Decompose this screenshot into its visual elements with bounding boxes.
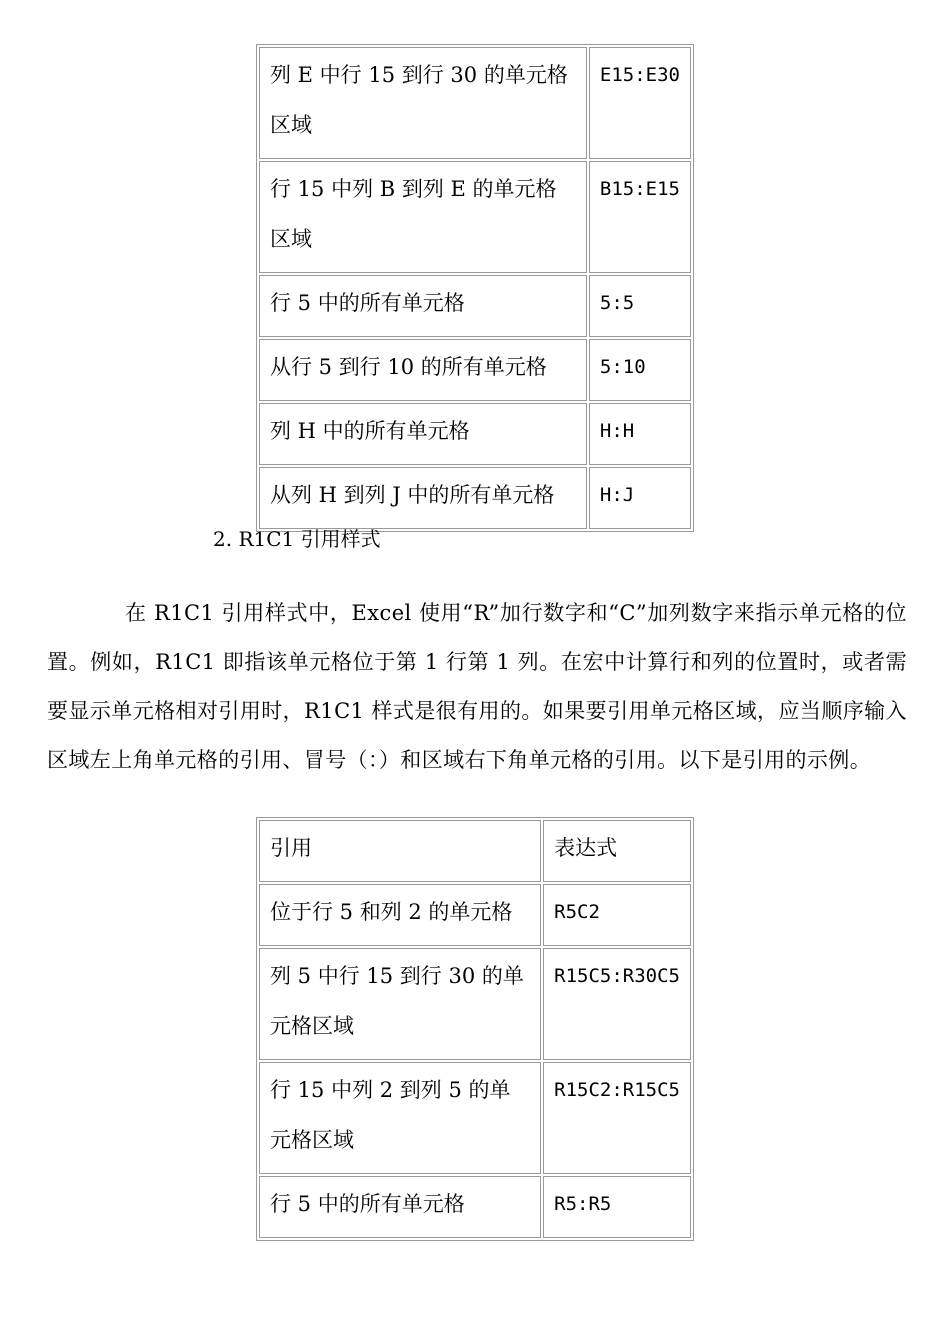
table-cell-description: 列 H 中的所有单元格 <box>259 403 587 465</box>
table-row <box>259 948 691 1060</box>
table-cell-reference: B15:E15 <box>589 161 691 273</box>
table-cell-description: 从列 H 到列 J 中的所有单元格 <box>259 467 587 529</box>
table-cell-description: 行 5 中的所有单元格 <box>259 1176 541 1238</box>
table-row <box>259 884 691 946</box>
section-heading: 2. R1C1 引用样式 <box>213 527 381 551</box>
table-cell-description: 行 5 中的所有单元格 <box>259 275 587 337</box>
table-cell-reference: E15:E30 <box>589 47 691 159</box>
reference-table-a1 <box>256 44 694 532</box>
table-row <box>259 339 691 401</box>
table-row <box>259 1062 691 1174</box>
table-cell-reference: R15C2:R15C5 <box>543 1062 691 1174</box>
table-header-expression: 表达式 <box>543 820 691 882</box>
table-cell-reference: R15C5:R30C5 <box>543 948 691 1060</box>
table-cell-reference: H:H <box>589 403 691 465</box>
section-paragraph: 在 R1C1 引用样式中，Excel 使用“R”加行数字和“C”加列数字来指示单元格的位置。例如，R1C1 即指该单元格位于第 1 行第 1 列。在宏中计算行和列的位置时，或者需要显示单元格相对引用时，R1C1 样式是很有用的。如果要引用单元格区域，应当顺序输入区域左上角单元格的引用、冒号（：）和区域右下角单元格的引用。以下是引用的示例。 <box>47 601 907 772</box>
table-row <box>259 1176 691 1238</box>
table-cell-description: 行 15 中列 2 到列 5 的单元格区域 <box>259 1062 541 1174</box>
table-cell-description: 行 15 中列 B 到列 E 的单元格区域 <box>259 161 587 273</box>
table-cell-reference: 5:5 <box>589 275 691 337</box>
table-cell-description: 列 E 中行 15 到行 30 的单元格区域 <box>259 47 587 159</box>
table-row <box>259 275 691 337</box>
table-cell-description: 位于行 5 和列 2 的单元格 <box>259 884 541 946</box>
table-row <box>259 403 691 465</box>
table-cell-reference: H:J <box>589 467 691 529</box>
table-cell-reference: 5:10 <box>589 339 691 401</box>
table-cell-reference: R5:R5 <box>543 1176 691 1238</box>
table-cell-description: 列 5 中行 15 到行 30 的单元格区域 <box>259 948 541 1060</box>
table-row <box>259 47 691 159</box>
table-header-reference: 引用 <box>259 820 541 882</box>
table-cell-reference: R5C2 <box>543 884 691 946</box>
table-row <box>259 161 691 273</box>
reference-table-r1c1 <box>256 817 694 1241</box>
table-header-row <box>259 820 691 882</box>
table-row <box>259 467 691 529</box>
table-cell-description: 从行 5 到行 10 的所有单元格 <box>259 339 587 401</box>
